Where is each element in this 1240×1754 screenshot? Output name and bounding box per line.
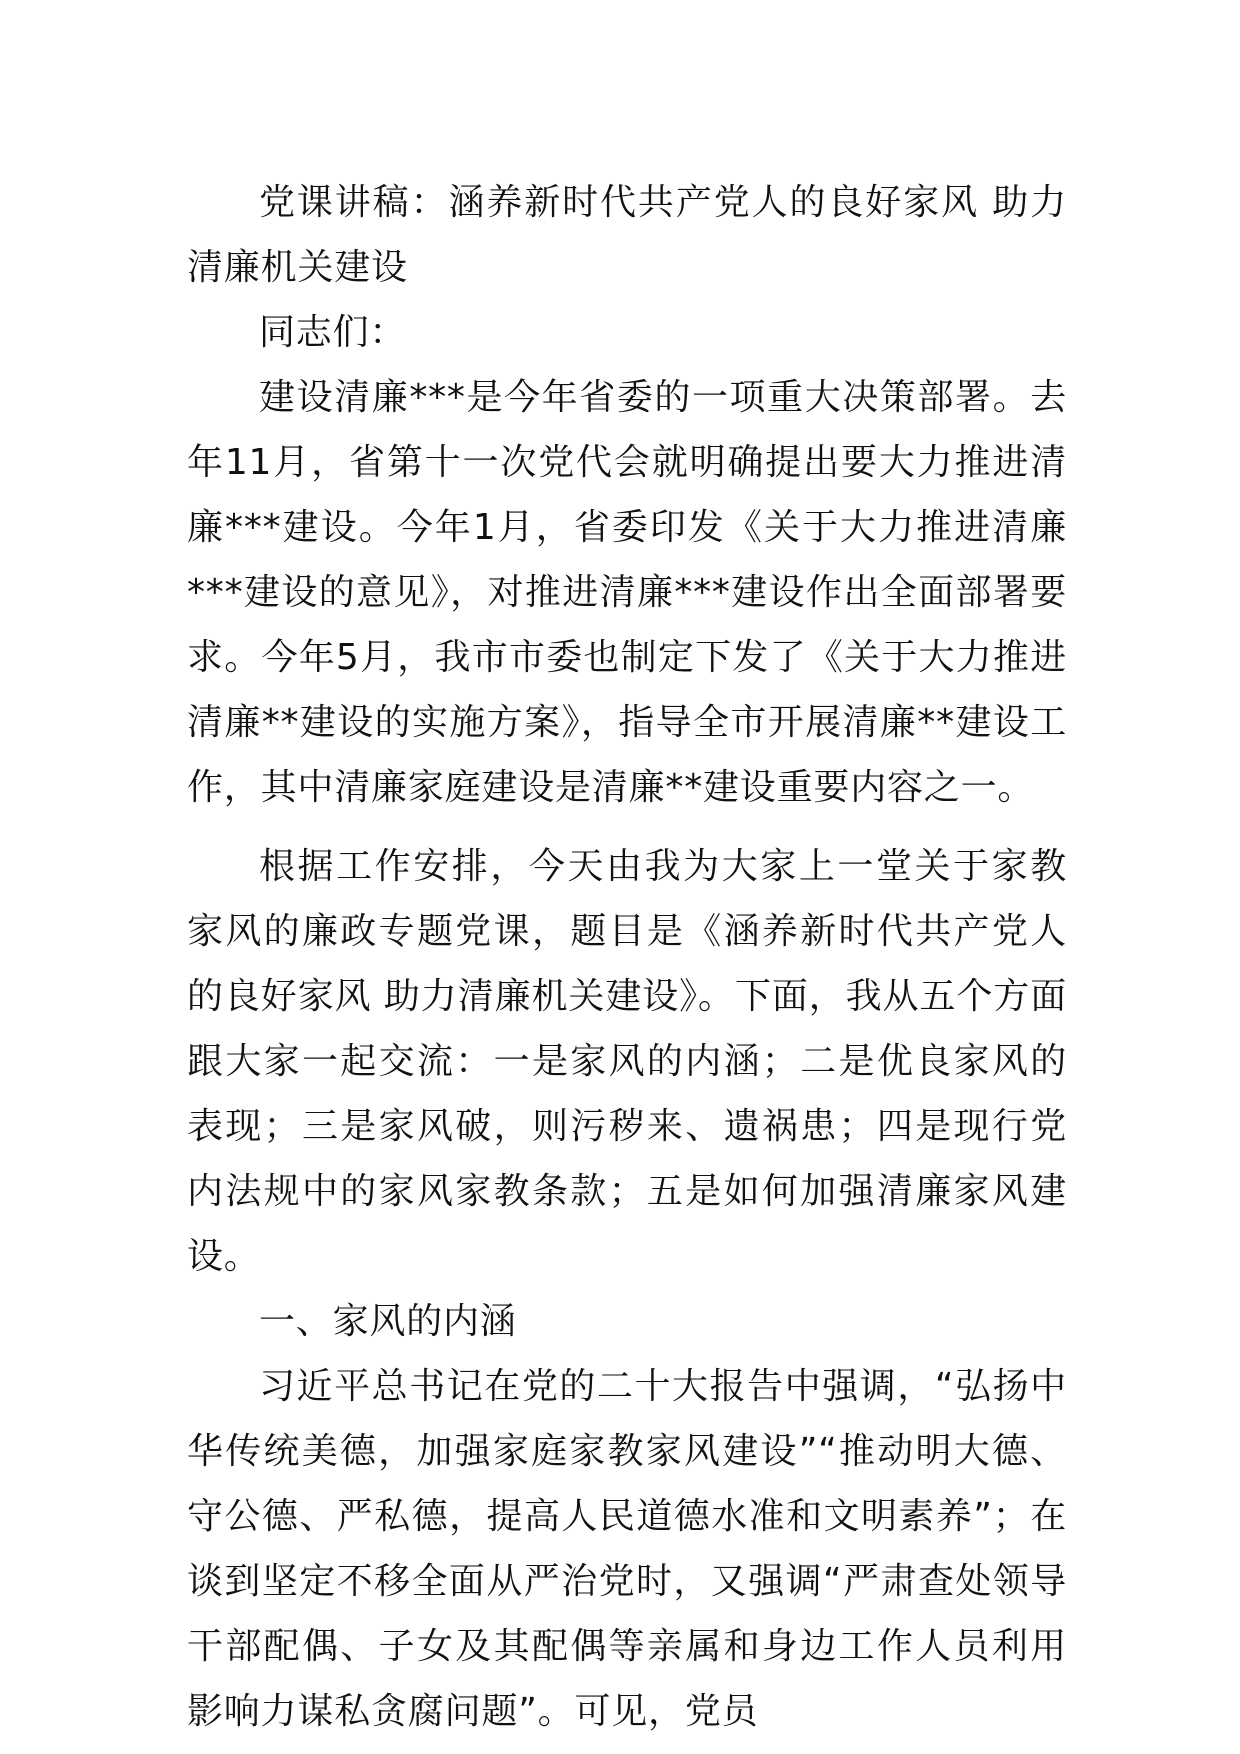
section-paragraph: 习近平总书记在党的二十大报告中强调，“弘扬中华传统美德，加强家庭家教家风建设”“推动明大德、守公德、严私德，提高人民道德水准和文明素养”；在谈到坚定不移全面从严治党时，又强调“严肃查处领导干部配偶、子女及其配偶等亲属和身边工作人员利用影响力谋私贪腐问题”。可见，党员 xyxy=(187,1366,1067,1732)
paragraph-background: 建设清廉***是今年省委的一项重大决策部署。去年11月，省第十一次党代会就明确提出要大力推进清廉***建设。今年1月，省委印发《关于大力推进清廉***建设的意见》，对推进清廉***建设作出全面部署要求。今年5月，我市市委也制定下发了《关于大力推进清廉**建设的实施方案》，指导全市开展清廉**建设工作，其中清廉家庭建设是清廉**建设重要内容之一。 xyxy=(187,377,1067,808)
document-body xyxy=(187,170,1067,1744)
paragraph-outline: 根据工作安排，今天由我为大家上一堂关于家教家风的廉政专题党课，题目是《涵养新时代共产党人的良好家风 助力清廉机关建设》。下面，我从五个方面跟大家一起交流：一是家风的内涵；二是优良家风的表现；三是家风破，则污秽来、遗祸患；四是现行党内法规中的家风家教条款；五是如何加强清廉家风建设。 xyxy=(187,846,1067,1277)
document-title: 党课讲稿：涵养新时代共产党人的良好家风 助力清廉机关建设 xyxy=(187,182,1067,288)
greeting: 同志们： xyxy=(259,312,407,353)
section-heading: 一、家风的内涵 xyxy=(259,1301,517,1342)
